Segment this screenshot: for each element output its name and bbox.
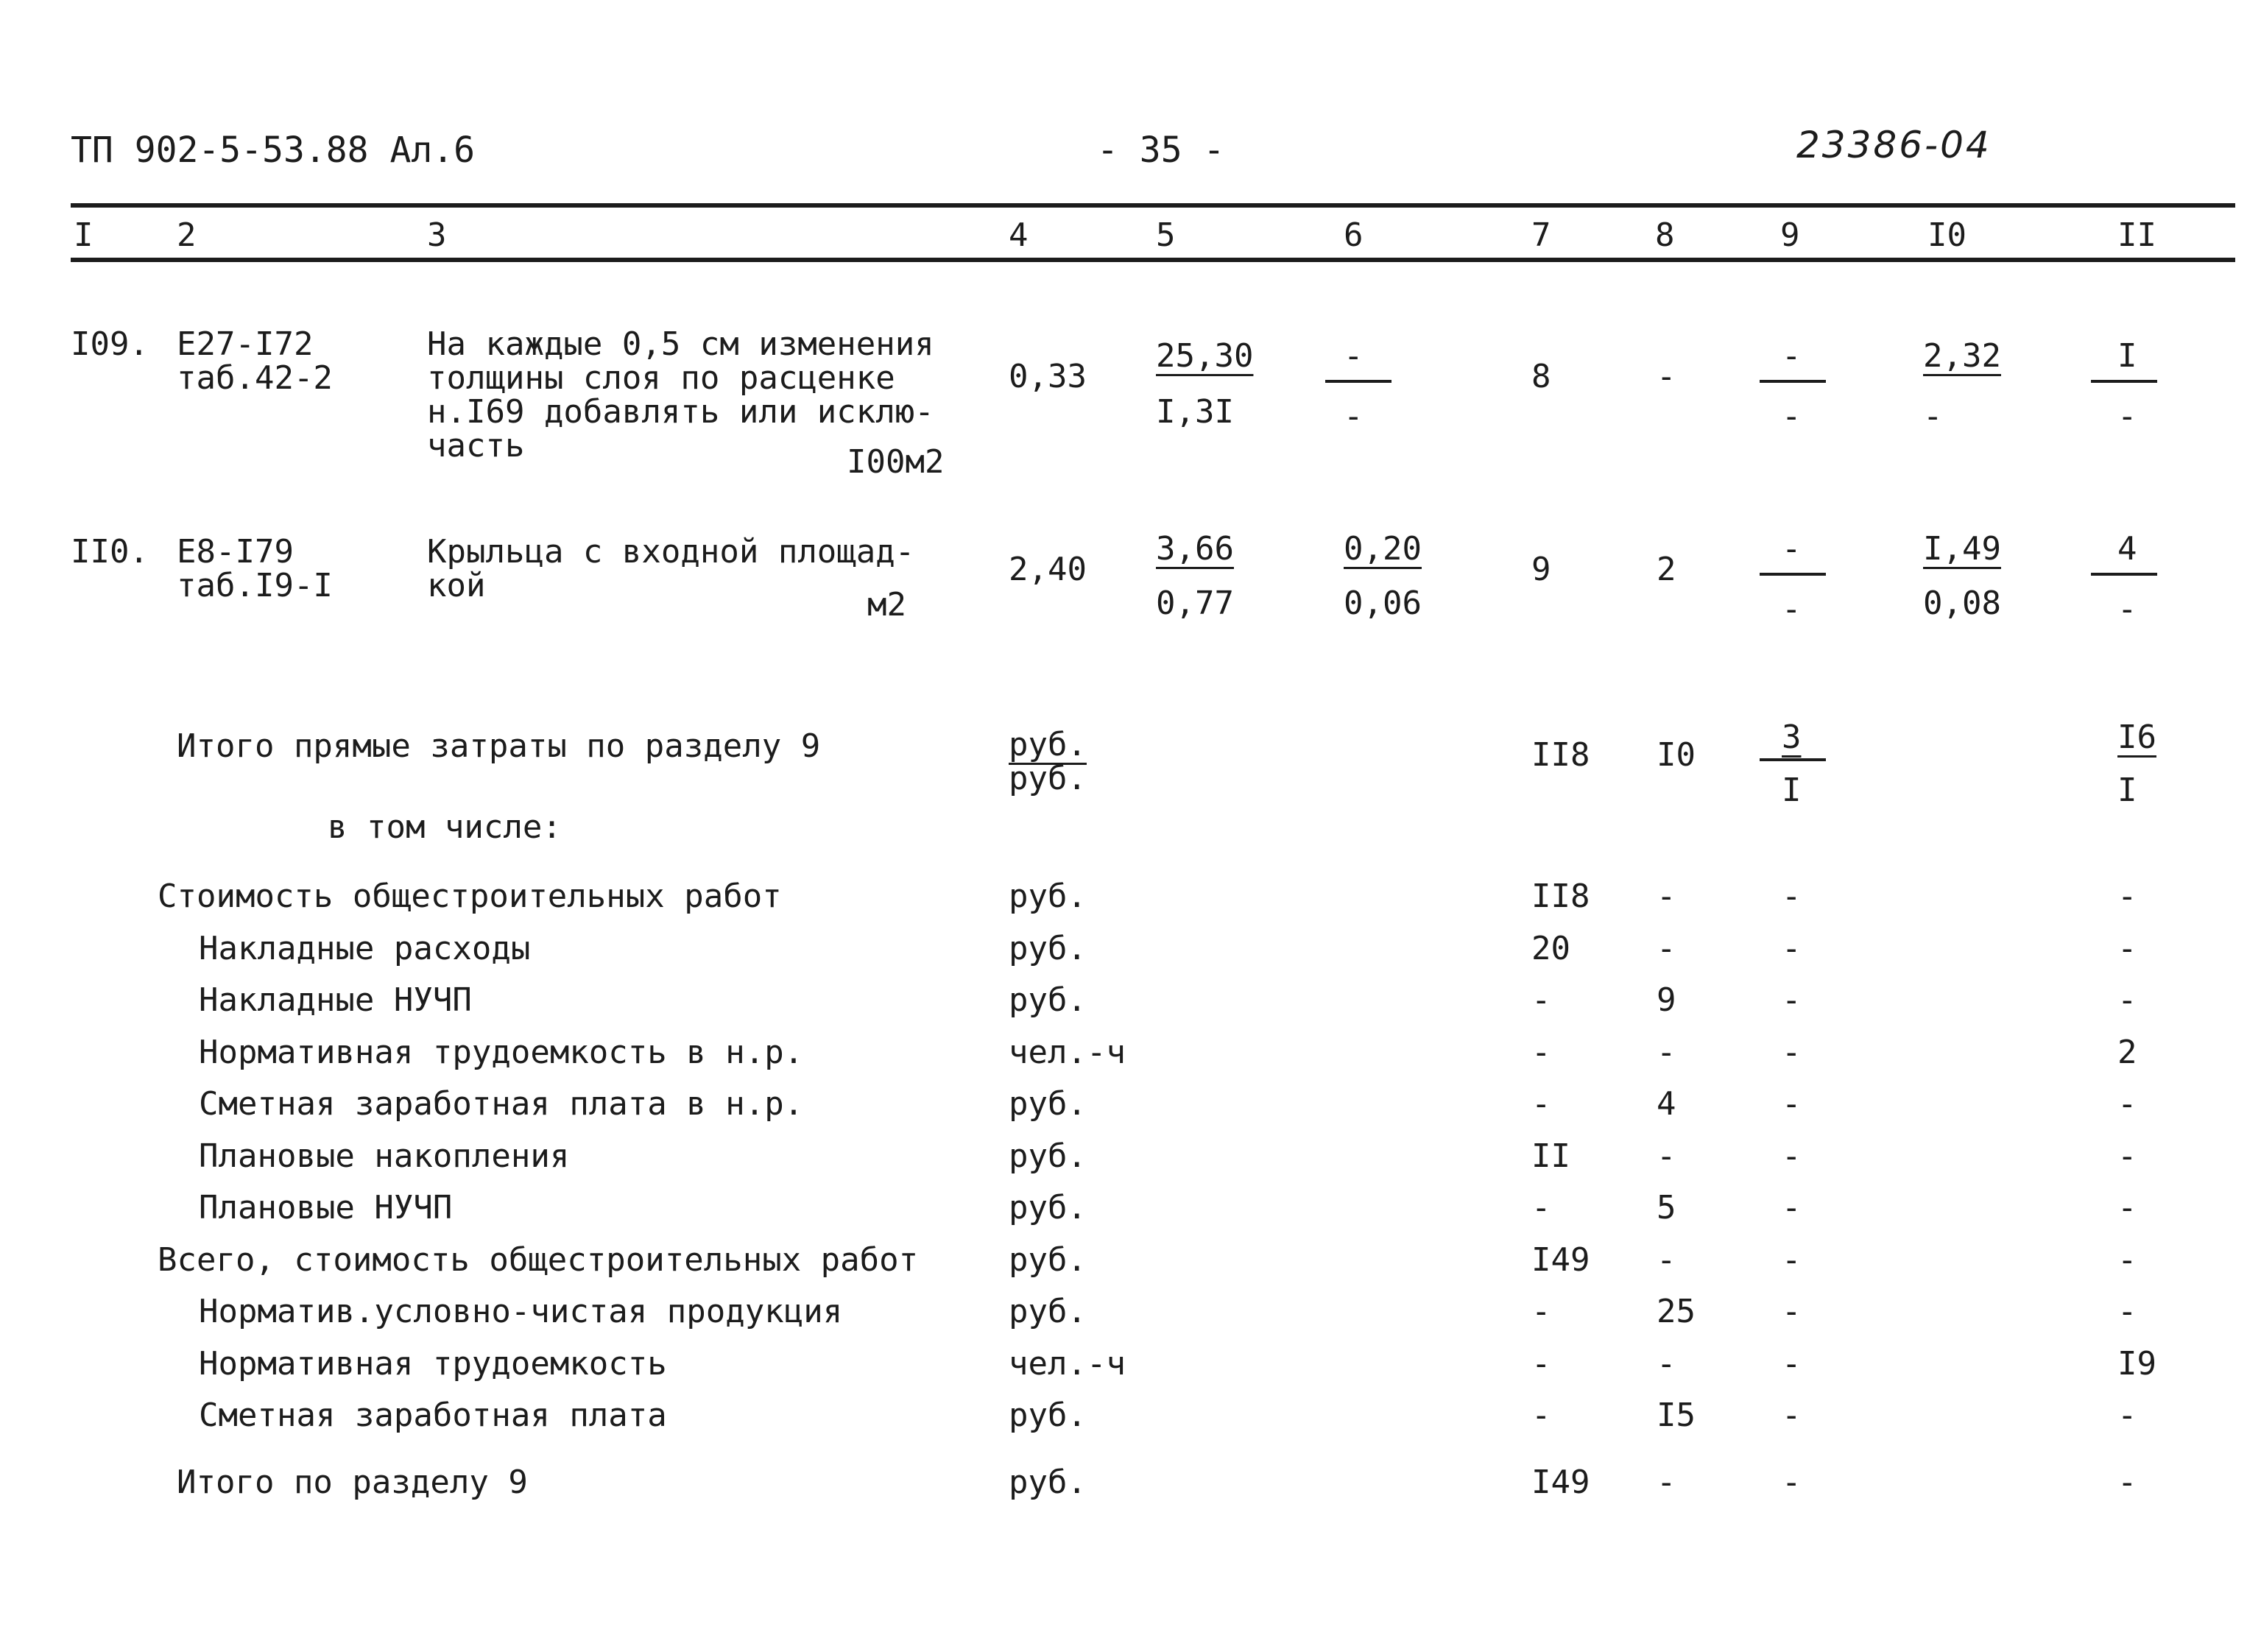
- unit: руб.: [1009, 981, 1087, 1019]
- col7-value: -: [1531, 981, 1551, 1019]
- col8-value: -: [1657, 1137, 1676, 1175]
- col11-bottom: I: [2117, 772, 2137, 809]
- col7-value: -: [1531, 1085, 1551, 1123]
- unit: чел.-ч: [1009, 1034, 1126, 1071]
- col9-bottom: I: [1782, 772, 1802, 809]
- summary-label: Сметная заработная плата в н.р.: [199, 1085, 804, 1123]
- col7-value: 9: [1531, 551, 1551, 588]
- work-description-line: Крыльца с входной площад-: [427, 533, 915, 571]
- measure-unit: м2: [867, 586, 906, 624]
- col11-value: I9: [2117, 1345, 2156, 1383]
- col7-value: I49: [1531, 1464, 1590, 1501]
- col9-value: -: [1782, 1345, 1802, 1383]
- col11-value: -: [2117, 1189, 2137, 1226]
- col9-value: -: [1782, 930, 1802, 967]
- col7-value: -: [1531, 1345, 1551, 1383]
- col9-value: -: [1782, 1034, 1802, 1071]
- unit: руб.: [1009, 930, 1087, 967]
- col8-value: I0: [1657, 736, 1696, 774]
- col11-top: I6: [2117, 719, 2156, 756]
- unit-cost-bottom: 0,77: [1156, 585, 1234, 622]
- col6-top: -: [1344, 337, 1364, 375]
- unit: руб.: [1009, 1085, 1087, 1123]
- col7-value: -: [1531, 1397, 1551, 1434]
- column-header: 4: [1009, 216, 1029, 254]
- col9-value: -: [1782, 878, 1802, 915]
- col11-bottom: -: [2117, 590, 2137, 628]
- col7-value: I49: [1531, 1241, 1590, 1279]
- col6-top: 0,20: [1344, 530, 1422, 568]
- col9-value: -: [1782, 1464, 1802, 1501]
- col9-value: -: [1782, 1397, 1802, 1434]
- col7-value: -: [1531, 1293, 1551, 1330]
- col9-top: 3: [1782, 719, 1802, 756]
- summary-label: Сметная заработная плата: [199, 1397, 667, 1434]
- total-direct-label: Итого прямые затраты по разделу 9: [177, 727, 821, 765]
- column-header: 8: [1655, 216, 1675, 254]
- column-header: I: [74, 216, 94, 254]
- quantity: 2,40: [1009, 551, 1087, 588]
- rate-table: таб.42-2: [177, 359, 333, 397]
- summary-label: Стоимость общестроительных работ: [158, 878, 782, 915]
- col7-value: II8: [1531, 878, 1590, 915]
- col11-value: -: [2117, 930, 2137, 967]
- unit: руб.: [1009, 1189, 1087, 1226]
- row-number: I09.: [71, 325, 149, 363]
- col8-value: -: [1657, 1464, 1676, 1501]
- unit-cost-bottom: I,3I: [1156, 393, 1234, 431]
- col11-value: -: [2117, 1085, 2137, 1123]
- col7-value: -: [1531, 1034, 1551, 1071]
- work-description-line: часть: [427, 427, 525, 465]
- unit: руб.: [1009, 1137, 1087, 1175]
- quantity: 0,33: [1009, 358, 1087, 395]
- col9-value: -: [1782, 1085, 1802, 1123]
- unit-top: руб.: [1009, 726, 1087, 763]
- total-section-label: Итого по разделу 9: [177, 1464, 528, 1501]
- measure-unit: I00м2: [847, 443, 945, 481]
- summary-label: Норматив.условно-чистая продукция: [199, 1293, 843, 1330]
- col7-value: -: [1531, 1189, 1551, 1226]
- col8-value: -: [1657, 1345, 1676, 1383]
- col11-value: -: [2117, 1293, 2137, 1330]
- col7-value: 20: [1531, 930, 1570, 967]
- col8-value: -: [1657, 1241, 1676, 1279]
- work-description-line: кой: [427, 567, 486, 604]
- col8-value: -: [1657, 1034, 1676, 1071]
- unit-bottom: руб.: [1009, 760, 1087, 797]
- rate-code: Е8-I79: [177, 533, 294, 571]
- col8-value: 9: [1657, 981, 1676, 1019]
- col6-bottom: 0,06: [1344, 585, 1422, 622]
- summary-label: Всего, стоимость общестроительных работ: [158, 1241, 919, 1279]
- col9-value: -: [1782, 1189, 1802, 1226]
- col11-value: -: [2117, 1241, 2137, 1279]
- col8-value: -: [1657, 358, 1676, 395]
- col9-bottom: -: [1782, 398, 1802, 435]
- work-description-line: н.I69 добавлять или исклю-: [427, 393, 934, 431]
- col9-top: -: [1782, 530, 1802, 568]
- col8-value: 5: [1657, 1189, 1676, 1226]
- col8-value: 25: [1657, 1293, 1696, 1330]
- col9-bottom: -: [1782, 590, 1802, 628]
- rate-code: Е27-I72: [177, 325, 314, 363]
- rate-table: таб.I9-I: [177, 567, 333, 604]
- col10-bottom: -: [1923, 398, 1943, 435]
- column-header: 7: [1531, 216, 1551, 254]
- fraction-line: [1760, 758, 1826, 761]
- col10-top: I,49: [1923, 530, 2001, 568]
- work-description-line: На каждые 0,5 см изменения: [427, 325, 934, 363]
- summary-label: Плановые накопления: [199, 1137, 570, 1175]
- col8-value: 2: [1657, 551, 1676, 588]
- col11-value: -: [2117, 1464, 2137, 1501]
- summary-label: Нормативная трудоемкость в н.р.: [199, 1034, 804, 1071]
- col9-value: -: [1782, 1293, 1802, 1330]
- fraction-line: [1760, 380, 1826, 383]
- col10-top: 2,32: [1923, 337, 2001, 375]
- col11-value: -: [2117, 1397, 2137, 1434]
- unit: руб.: [1009, 1293, 1087, 1330]
- summary-label: Накладные НУЧП: [199, 981, 472, 1019]
- unit: чел.-ч: [1009, 1345, 1126, 1383]
- col8-value: -: [1657, 930, 1676, 967]
- summary-label: Нормативная трудоемкость: [199, 1345, 667, 1383]
- col11-value: -: [2117, 981, 2137, 1019]
- col11-value: 2: [2117, 1034, 2137, 1071]
- col7-value: II8: [1531, 736, 1590, 774]
- unit: руб.: [1009, 878, 1087, 915]
- summary-label: Плановые НУЧП: [199, 1189, 453, 1226]
- col9-value: -: [1782, 1137, 1802, 1175]
- unit: руб.: [1009, 1464, 1087, 1501]
- col8-value: -: [1657, 878, 1676, 915]
- fraction-line: [1760, 573, 1826, 576]
- col11-top: 4: [2117, 530, 2137, 568]
- col10-bottom: 0,08: [1923, 585, 2001, 622]
- col11-bottom: -: [2117, 398, 2137, 435]
- fraction-line: [1325, 380, 1391, 383]
- fraction-line: [2091, 380, 2157, 383]
- handwritten-stamp: 23386-04: [1796, 124, 1992, 166]
- unit-cost-top: 3,66: [1156, 530, 1234, 568]
- column-header: 9: [1780, 216, 1800, 254]
- col8-value: 4: [1657, 1085, 1676, 1123]
- unit-cost-top: 25,30: [1156, 337, 1254, 375]
- work-description-line: толщины слоя по расценке: [427, 359, 895, 397]
- document-code: ТП 902-5-53.88 Ал.6: [71, 130, 476, 171]
- col11-top: I: [2117, 337, 2137, 375]
- column-header: I0: [1927, 216, 1967, 254]
- column-header: 6: [1344, 216, 1364, 254]
- col11-value: -: [2117, 1137, 2137, 1175]
- including-label: в том числе:: [328, 808, 562, 846]
- row-number: II0.: [71, 533, 149, 571]
- col7-value: 8: [1531, 358, 1551, 395]
- unit: руб.: [1009, 1397, 1087, 1434]
- col11-value: -: [2117, 878, 2137, 915]
- column-header: 5: [1156, 216, 1176, 254]
- summary-label: Накладные расходы: [199, 930, 531, 967]
- col9-value: -: [1782, 981, 1802, 1019]
- column-header: 2: [177, 216, 197, 254]
- fraction-line: [2091, 573, 2157, 576]
- page-number: - 35 -: [1097, 130, 1225, 171]
- column-header: II: [2117, 216, 2156, 254]
- column-header: 3: [427, 216, 447, 254]
- unit: руб.: [1009, 1241, 1087, 1279]
- col9-value: -: [1782, 1241, 1802, 1279]
- col8-value: I5: [1657, 1397, 1696, 1434]
- col9-top: -: [1782, 337, 1802, 375]
- col7-value: II: [1531, 1137, 1570, 1175]
- top-rule: [71, 203, 2235, 208]
- col6-bottom: -: [1344, 398, 1364, 435]
- header-bottom-rule: [71, 258, 2235, 262]
